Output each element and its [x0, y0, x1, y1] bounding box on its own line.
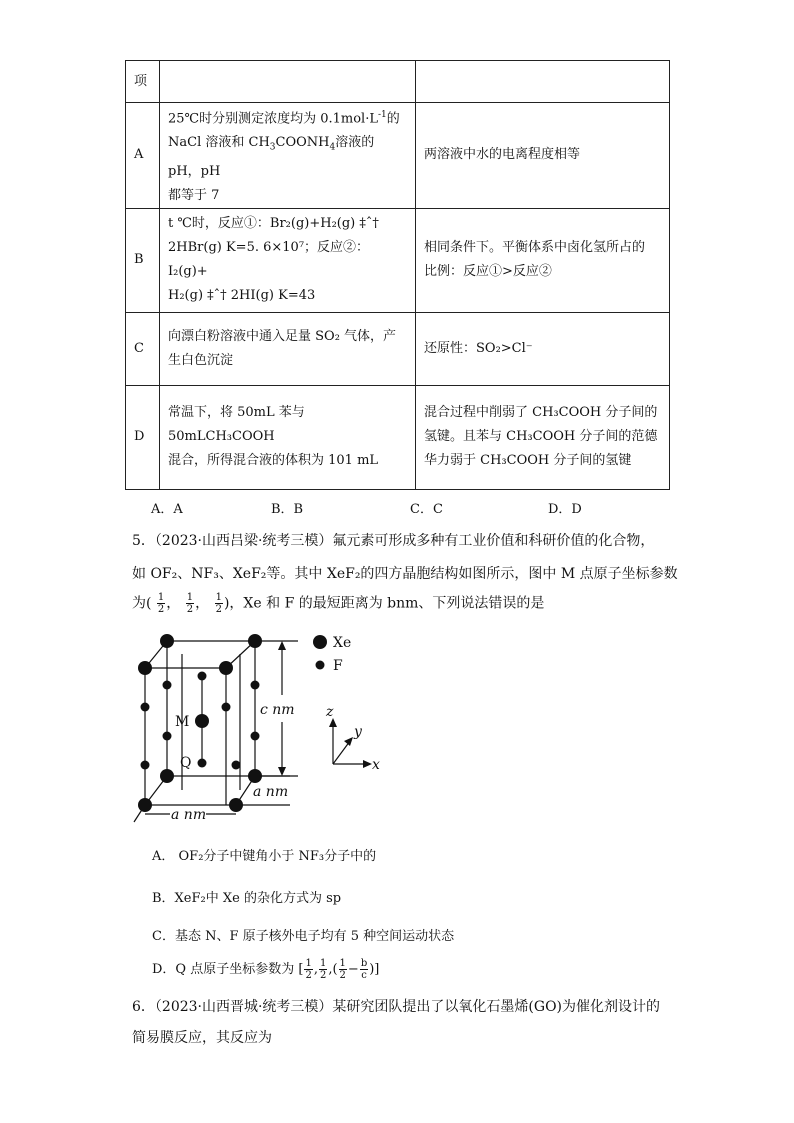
legend-xe: Xe [333, 635, 352, 651]
axis-x: x [372, 757, 380, 773]
table-row [126, 208, 670, 312]
q5-option-c[interactable]: C．基态 N、F 原子核外电子均有 5 种空间运动状态 [152, 929, 455, 944]
row-conclusion: 混合过程中削弱了 CH₃COOH 分子间的 氢键。且苯与 CH₃COOH 分子间的范德 华力弱于 CH₃COOH 分子间的氢键 [416, 385, 670, 489]
table-row [126, 385, 670, 489]
q5-option-a[interactable]: A． OF₂分子中键角小于 NF₃分子中的 [152, 849, 377, 864]
header-col3 [416, 61, 670, 103]
q5-line2: 如 OF₂、NF₃、XeF₂等。其中 XeF₂的四方晶胞结构如图所示，图中 M 点原子坐标参数 [132, 566, 678, 582]
label-a-bottom: a nm [171, 807, 207, 823]
label-q: Q [180, 755, 192, 771]
q5-option-b[interactable]: B．XeF₂中 Xe 的杂化方式为 sp [152, 891, 342, 906]
q4-option-a[interactable]: A．A [151, 502, 183, 517]
row-conclusion: 还原性：SO₂>Cl⁻ [416, 312, 670, 385]
row-operation: 常温下，将 50mL 苯与 50mLCH₃COOH 混合，所得混合液的体积为 101 mL [160, 385, 416, 489]
header-col2 [160, 61, 416, 103]
label-m: M [175, 714, 190, 730]
q6-line1: 6．（2023·山西晋城·统考三模）某研究团队提出了以氧化石墨烯(GO)为催化剂设计的 [132, 999, 661, 1015]
axis-y: y [354, 724, 362, 740]
label-c: c nm [260, 702, 295, 718]
q5-option-d[interactable]: D．Q 点原子坐标参数为 [ $\frac{1}{2}$ , $\frac{1}{2}$ ,( $\frac{1}{2}$ − $\frac{b}{c}$ )] [152, 958, 380, 981]
table-header-row [126, 61, 670, 103]
q4-option-c[interactable]: C．C [410, 502, 443, 517]
header-label: 项 [126, 61, 160, 103]
crystal-cell-figure [128, 626, 388, 826]
q5-line3: 为( $\frac{1}{2}$ ， $\frac{1}{2}$ ， $\frac{1}{2}$ )，Xe 和 F 的最短距离为 bnm、下列说法错误的是 [132, 592, 545, 615]
row-conclusion: 两溶液中水的电离程度相等 [416, 103, 670, 209]
q4-option-d[interactable]: D．D [548, 502, 582, 517]
q6-line2: 简易膜反应，其反应为 [132, 1030, 272, 1046]
q4-option-b[interactable]: B．B [271, 502, 304, 517]
table-row [126, 103, 670, 209]
row-conclusion: 相同条件下。平衡体系中卤化氢所占的 比例：反应①>反应② [416, 208, 670, 312]
row-label: C [126, 312, 160, 385]
row-label: D [126, 385, 160, 489]
legend-f: F [333, 658, 343, 674]
label-a-right: a nm [253, 784, 289, 800]
q5-line1: 5．（2023·山西吕梁·统考三模）氟元素可形成多种有工业价值和科研价值的化合物， [132, 533, 655, 549]
axis-z: z [326, 704, 334, 720]
question-table [125, 60, 670, 490]
row-operation: 向漂白粉溶液中通入足量 SO₂ 气体，产 生白色沉淀 [160, 312, 416, 385]
row-operation: t ℃时，反应①：Br₂(g)+H₂(g) ‡ˆ† 2HBr(g) K=5. 6×10⁷；反应②：I₂(g)+ H₂(g) ‡ˆ† 2HI(g) K=43 [160, 208, 416, 312]
table-row [126, 312, 670, 385]
row-label: B [126, 208, 160, 312]
row-label: A [126, 103, 160, 209]
row-operation: 25℃时分别测定浓度均为 $0.1mol\cdot L^{-1}$的 NaCl 溶液和 $CH_3COONH_4$溶液的 pH，pH 都等于 7 [160, 103, 416, 209]
